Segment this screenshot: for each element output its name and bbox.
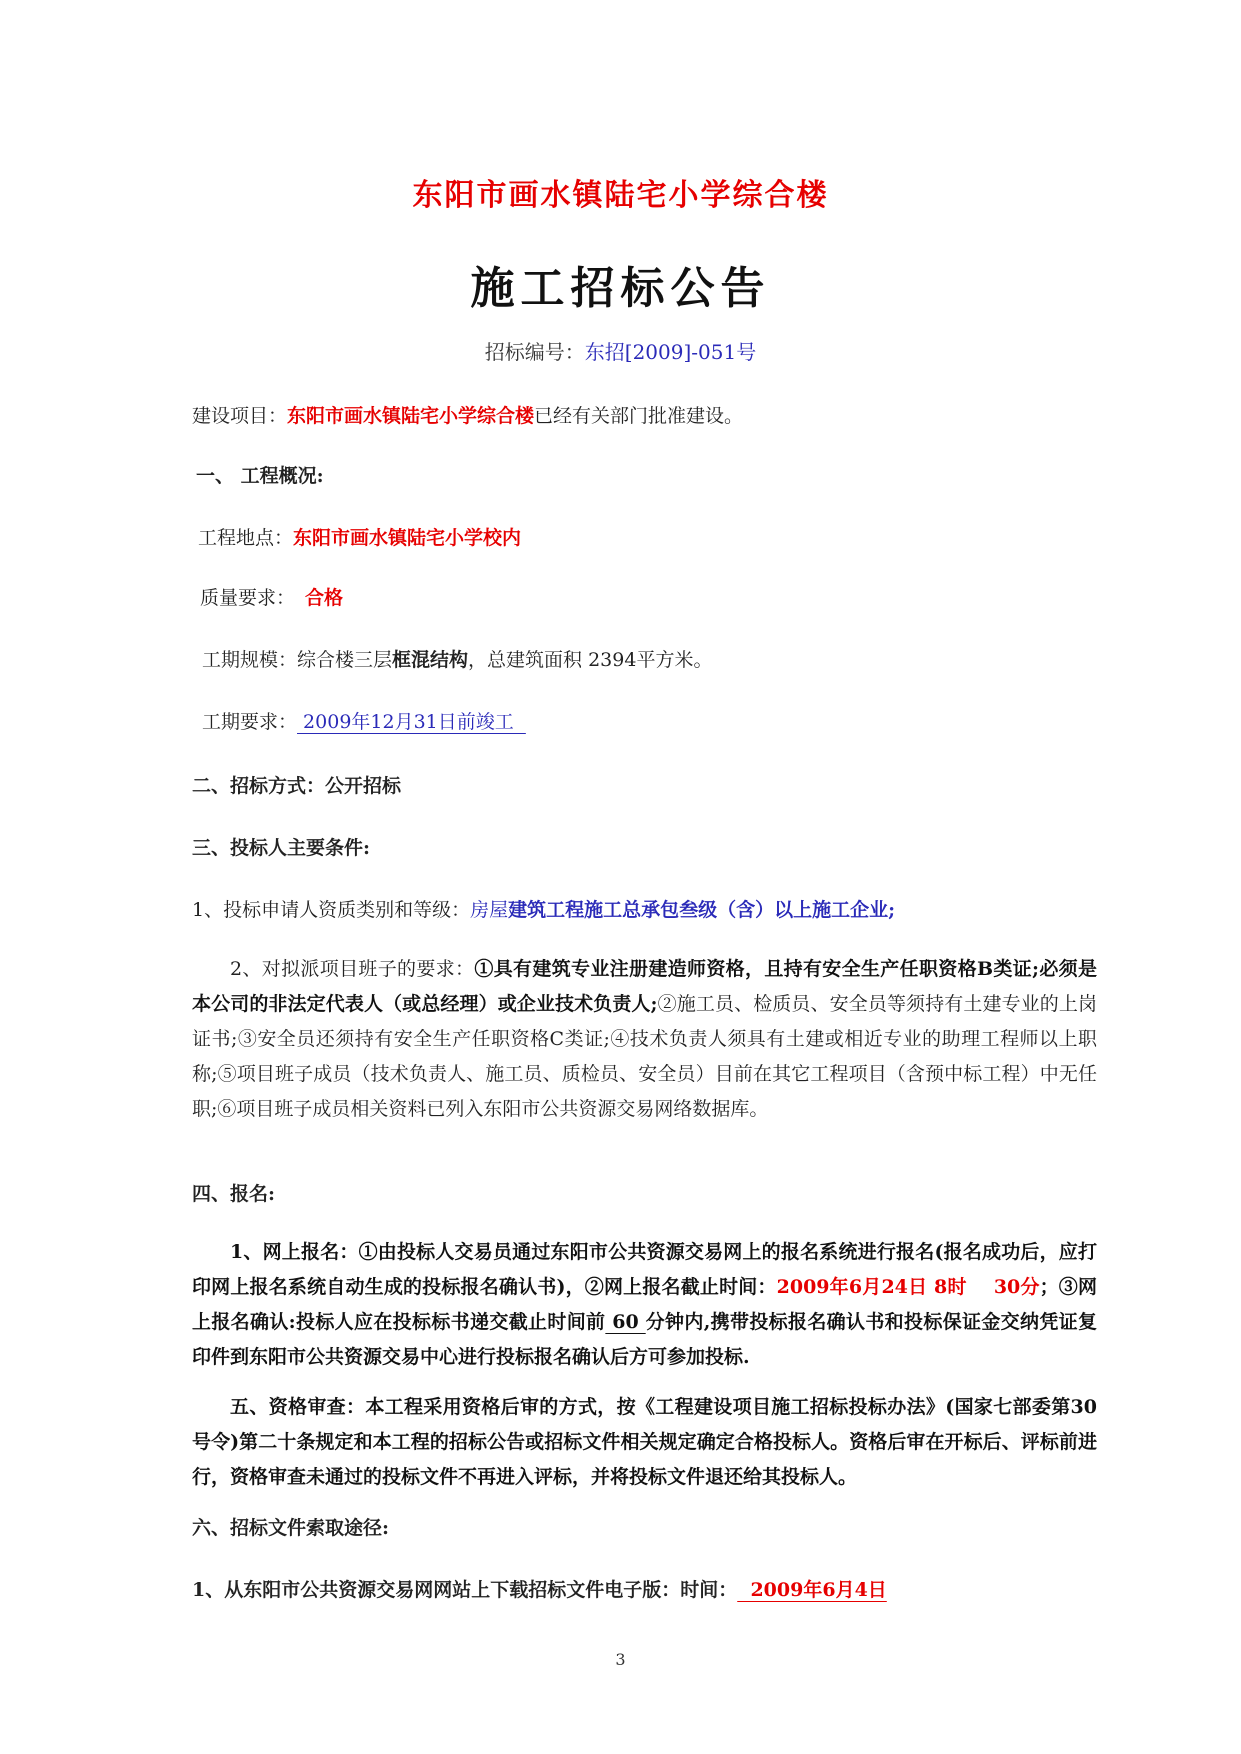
- location-label: 工程地点：: [198, 527, 294, 549]
- intro-prefix: 建设项目：: [192, 405, 288, 427]
- location-value: 东阳市画水镇陆宅小学校内: [293, 527, 522, 549]
- notice-title: 施工招标公告: [470, 263, 771, 314]
- intro-suffix: 已经有关部门批准建设。: [534, 405, 744, 427]
- section4-deadline: 2009年6月24日 8时 30分: [776, 1276, 1040, 1298]
- quality-line: [200, 580, 343, 616]
- section4-minutes: 60: [605, 1311, 646, 1333]
- scale-line: [202, 642, 712, 678]
- section6-heading: 六、招标文件索取途径:: [192, 1517, 390, 1539]
- item2-rest: ②施工员、检质员、安全员等须持有土建专业的上岗证书;③安全员还须持有安全生产任职资格C类证;④技术负责人须具有土建或相近专业的助理工程师以上职称;⑤项目班子成员（技术负责人、施工员、质检员、安全员）目前在其它工程项目（含预中标工程）中无任职;⑥项目班子成员相关资料已列入东阳市公共资源交易网络数据库。: [192, 993, 1097, 1120]
- section6-item1: [192, 1572, 887, 1608]
- deadline-line: [202, 704, 526, 740]
- project-title: 东阳市画水镇陆宅小学综合楼: [412, 178, 829, 213]
- section3-heading: 三、投标人主要条件:: [192, 837, 371, 859]
- bid-number-value: 东招[2009]-051号: [584, 340, 757, 364]
- section4-text-a: 1、网上报名：①由投标人交易员通过东阳市公共资源交易网上的报名系统进行报名(报名成功后，应打印网上报名系统自动生成的投标报名确认书)，②网上报名截止时间：: [192, 1241, 1097, 1298]
- item1-value-b: 建筑工程施工总承包叁级（含）以上施工企业;: [508, 899, 896, 921]
- bid-number-label: 招标编号：: [484, 340, 585, 364]
- item1-label: 1、投标申请人资质类别和等级：: [192, 899, 471, 921]
- section3-item2: [192, 952, 1097, 1127]
- scale-text-bold: 框混结构: [392, 649, 469, 671]
- intro-project: 东阳市画水镇陆宅小学综合楼: [287, 405, 535, 427]
- deadline-label: 工期要求：: [202, 711, 298, 733]
- section4-text-c: 分钟内,携带投标报名确认书和投标保证金交纳凭证复印件到东阳市公共资源交易中心进行投标报名确认后方可参加投标.: [192, 1311, 1097, 1368]
- section4-heading: 四、报名:: [192, 1183, 276, 1205]
- quality-label: 质量要求：: [200, 587, 296, 609]
- scale-text-2: ，总建筑面积 2394平方米。: [468, 649, 713, 671]
- section1-heading: 一、 工程概况:: [196, 465, 324, 487]
- section2-heading: 二、招标方式：公开招标: [192, 775, 402, 797]
- bid-number: [0, 336, 1241, 365]
- page-number: 3: [615, 1650, 626, 1669]
- section6-item1-label: 1、从东阳市公共资源交易网网站上下载招标文件电子版：时间：: [192, 1579, 738, 1601]
- section3-item1: [192, 892, 895, 928]
- section6-item1-value: 2009年6月4日: [737, 1579, 887, 1601]
- item1-value-a: 房屋: [470, 899, 509, 921]
- quality-value: 合格: [305, 587, 344, 609]
- deadline-value: 2009年12月31日前竣工: [297, 711, 526, 733]
- item2-label: 2、对拟派项目班子的要求：: [230, 958, 475, 980]
- item2-bold: ①具有建筑专业注册建造师资格，且持有安全生产任职资格B类证;必须是本公司的非法定代表人（或总经理）或企业技术负责人;: [192, 958, 1097, 1015]
- section5-body: 五、资格审查：本工程采用资格后审的方式，按《工程建设项目施工招标投标办法》(国家七部委第30号令)第二十条规定和本工程的招标公告或招标文件相关规定确定合格投标人。资格后审在开标后、评标前进行，资格审查未通过的投标文件不再进入评标，并将投标文件退还给其投标人。: [192, 1396, 1097, 1488]
- scale-label: 工期规模：: [202, 649, 298, 671]
- intro-line: [192, 398, 743, 434]
- scale-text-1: 综合楼三层: [297, 649, 393, 671]
- section4-text-b: ；③网上报名确认:投标人应在投标标书递交截止时间前: [192, 1276, 1097, 1333]
- section4-body: [192, 1235, 1097, 1375]
- location-line: [198, 520, 521, 556]
